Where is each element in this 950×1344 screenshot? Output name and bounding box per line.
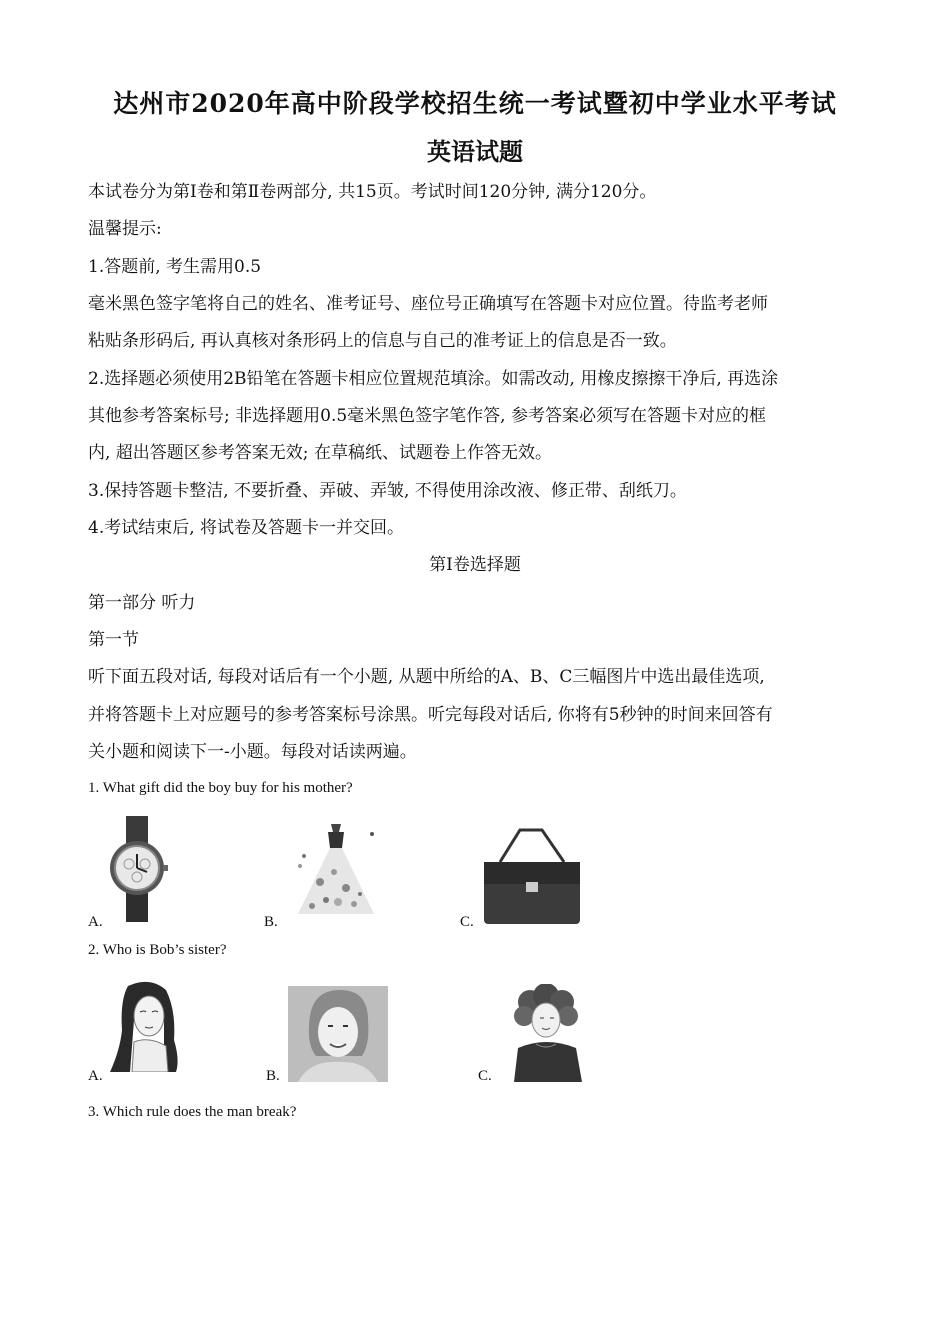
tip-1c: 粘贴条形码后, 再认真核对条形码上的信息与自己的准考证上的信息是否一致。: [88, 331, 677, 351]
option-a-label: A.: [88, 1068, 103, 1084]
question-2: 2. Who is Bob’s sister?: [88, 942, 227, 958]
instruction-line-3: 关小题和阅读下一-小题。每段对话读两遍。: [88, 742, 417, 762]
instruction-line-2: 并将答题卡上对应题号的参考答案标号涂黑。听完每段对话后, 你将有5秒钟的时间来回答有: [88, 705, 773, 725]
watch-icon: [104, 816, 168, 922]
instruction-line-1: 听下面五段对话, 每段对话后有一个小题, 从题中所给的A、B、C三幅图片中选出最佳选项,: [88, 667, 765, 687]
exam-subtitle: 英语试题: [427, 137, 523, 166]
dress-icon: [290, 822, 382, 918]
tip-3: 3.保持答题卡整洁, 不要折叠、弄破、弄皱, 不得使用涂改液、修正带、刮纸刀。: [88, 481, 687, 501]
tip-1a: 1.答题前, 考生需用0.5: [88, 257, 262, 277]
option-b-label: B.: [264, 914, 278, 930]
short-blond-hair-woman-icon: [288, 986, 388, 1082]
curly-hair-woman-icon: [500, 984, 592, 1082]
tip-1b: 毫米黑色签字笔将自己的姓名、准考证号、座位号正确填写在答题卡对应位置。待监考老师: [88, 294, 768, 314]
option-c-label: C.: [460, 914, 474, 930]
intro-line: 本试卷分为第Ⅰ卷和第Ⅱ卷两部分, 共15页。考试时间120分钟, 满分120分。: [88, 182, 657, 202]
option-c-label: C.: [478, 1068, 492, 1084]
question-3: 3. Which rule does the man break?: [88, 1104, 297, 1120]
volume-heading: 第Ⅰ卷选择题: [429, 555, 521, 575]
question-1: 1. What gift did the boy buy for his mother?: [88, 780, 353, 796]
tips-heading: 温馨提示:: [88, 219, 162, 239]
part-heading: 第一部分 听力: [88, 593, 196, 613]
tip-2b: 其他参考答案标号; 非选择题用0.5毫米黑色签字笔作答, 参考答案必须写在答题卡对应的框: [88, 406, 766, 426]
exam-title: 达州市2020年高中阶段学校招生统一考试暨初中学业水平考试: [113, 89, 837, 118]
tip-2c: 内, 超出答题区参考答案无效; 在草稿纸、试题卷上作答无效。: [88, 443, 552, 463]
tip-4: 4.考试结束后, 将试卷及答题卡一并交回。: [88, 518, 405, 538]
tip-2a: 2.选择题必须使用2B铅笔在答题卡相应位置规范填涂。如需改动, 用橡皮擦擦干净后, 再选涂: [88, 369, 779, 389]
option-b-label: B.: [266, 1068, 280, 1084]
long-hair-girl-icon: [104, 980, 190, 1072]
handbag-icon: [478, 826, 584, 926]
option-a-label: A.: [88, 914, 103, 930]
subsection-heading: 第一节: [88, 630, 139, 650]
